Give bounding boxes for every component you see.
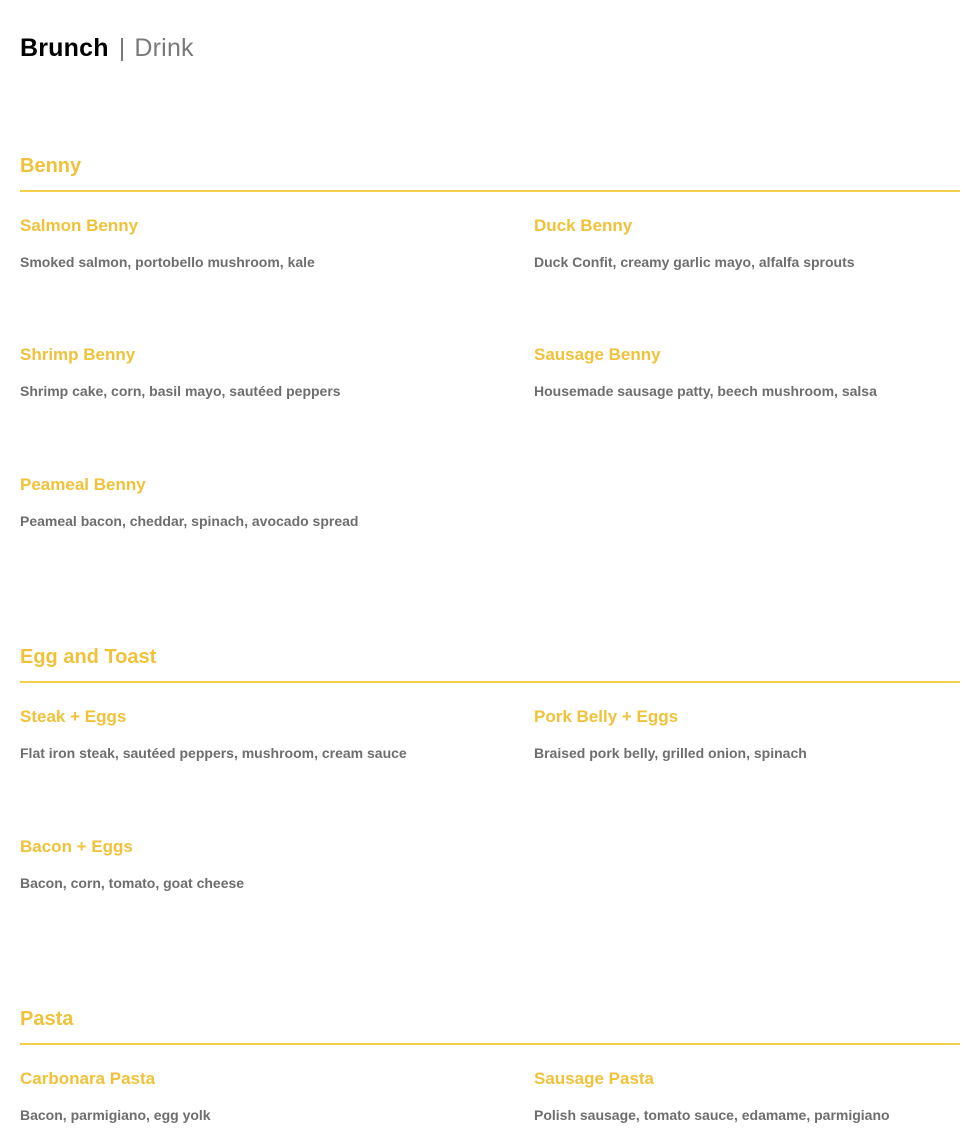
nav-separator: | [118, 33, 126, 62]
section-divider [20, 1043, 960, 1045]
section-title: Pasta [20, 1008, 74, 1030]
menu-item-name[interactable]: Duck Benny [534, 216, 633, 235]
menu-item-name[interactable]: Sausage Pasta [534, 1069, 655, 1088]
menu-item-description: Housemade sausage patty, beech mushroom, salsa [534, 383, 877, 399]
section-divider [20, 190, 960, 192]
menu-item-name[interactable]: Carbonara Pasta [20, 1069, 156, 1088]
menu-item-name[interactable]: Salmon Benny [20, 216, 139, 235]
menu-item-name[interactable]: Bacon + Eggs [20, 837, 133, 856]
menu-item-description: Braised pork belly, grilled onion, spinach [534, 745, 807, 761]
section-title: Egg and Toast [20, 646, 157, 668]
menu-item-name[interactable]: Sausage Benny [534, 345, 661, 364]
menu-item-name[interactable]: Steak + Eggs [20, 707, 127, 726]
menu-item-name[interactable]: Peameal Benny [20, 475, 146, 494]
menu-item-description: Bacon, corn, tomato, goat cheese [20, 875, 245, 891]
tab-drink[interactable]: Drink [134, 33, 194, 62]
menu-item-description: Polish sausage, tomato sauce, edamame, parmigiano [534, 1107, 890, 1123]
menu-type-nav [20, 30, 194, 66]
section-divider [20, 681, 960, 683]
menu-item-description: Bacon, parmigiano, egg yolk [20, 1107, 211, 1123]
menu-item-description: Duck Confit, creamy garlic mayo, alfalfa sprouts [534, 254, 855, 270]
menu-item-description: Peameal bacon, cheddar, spinach, avocado spread [20, 513, 359, 529]
menu-item-name[interactable]: Shrimp Benny [20, 345, 136, 364]
menu-item-description: Smoked salmon, portobello mushroom, kale [20, 254, 315, 270]
menu-item-description: Flat iron steak, sautéed peppers, mushroom, cream sauce [20, 745, 407, 761]
menu-item-name[interactable]: Pork Belly + Eggs [534, 707, 679, 726]
section-title: Benny [20, 155, 82, 177]
menu-item-description: Shrimp cake, corn, basil mayo, sautéed peppers [20, 383, 341, 399]
tab-brunch[interactable]: Brunch [20, 33, 109, 62]
